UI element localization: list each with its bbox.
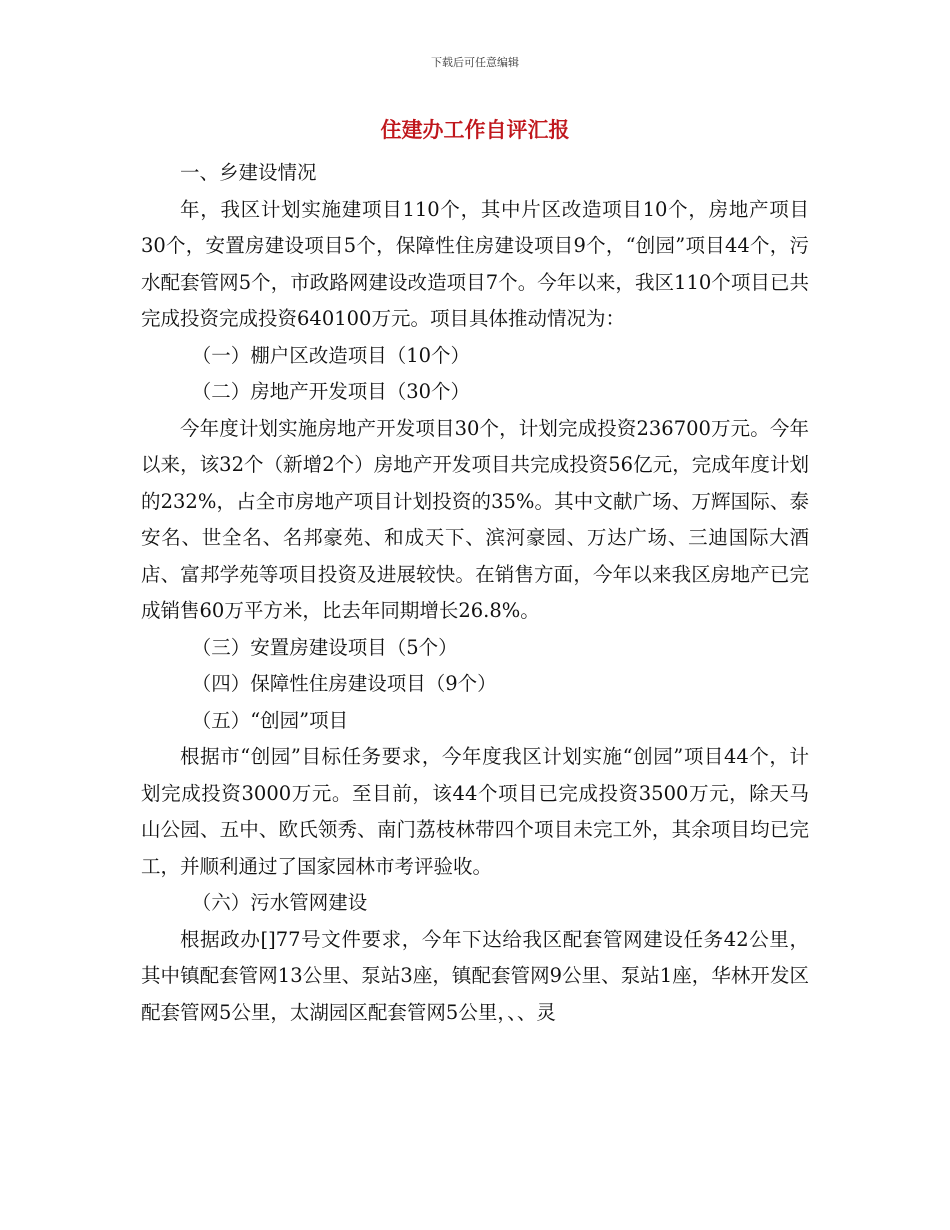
section-heading: 一、乡建设情况 [180, 161, 317, 184]
document-title: 住建办工作自评汇报 [380, 118, 570, 142]
subsection-heading: （四）保障性住房建设项目（9个） [191, 672, 497, 695]
paragraph: 年，我区计划实施建项目110个，其中片区改造项目10个，房地产项目30个，安置房建设项目5个，保障性住房建设项目9个，“创园”项目44个，污水配套管网5个，市政路网建设改造项目7个。今年以来，我区110个项目已共完成投资完成投资640100万元。项目具体推动情况为： [141, 197, 809, 330]
subsection-heading: （一）棚户区改造项目（10个） [191, 343, 471, 367]
document-body [141, 155, 809, 1031]
header-note: 下载后可任意编辑 [431, 56, 519, 69]
paragraph: 今年度计划实施房地产开发项目30个，计划完成投资236700万元。今年以来，该32个（新增2个）房地产开发项目共完成投资56亿元，完成年度计划的232%，占全市房地产项目计划投资的35%。其中文献广场、万辉国际、泰安名、世全名、名邦豪苑、和成天下、滨河豪园、万达广场、三迪国际大酒店、富邦学苑等项目投资及进展较快。在销售方面，今年以来我区房地产已完成销售60万平方米，比去年同期增长26.8%。 [141, 416, 809, 622]
subsection-heading: （五）“创园”项目 [191, 708, 349, 732]
subsection-heading: （二）房地产开发项目（30个） [191, 380, 471, 403]
subsection-heading: （三）安置房建设项目（5个） [191, 635, 458, 659]
paragraph: 根据市“创园”目标任务要求，今年度我区计划实施“创园”项目44个，计划完成投资3000万元。至目前，该44个项目已完成投资3500万元，除天马山公园、五中、欧氏领秀、南门荔枝林带四个项目未完工外，其余项目均已完工，并顺利通过了国家园林市考评验收。 [141, 745, 809, 878]
subsection-heading: （六）污水管网建设 [191, 891, 368, 914]
paragraph: 根据政办[]77号文件要求，今年下达给我区配套管网建设任务42公里，其中镇配套管网13公里、泵站3座，镇配套管网9公里、泵站1座，华林开发区配套管网5公里，太湖园区配套管网5公里，、、灵 [141, 927, 809, 1024]
